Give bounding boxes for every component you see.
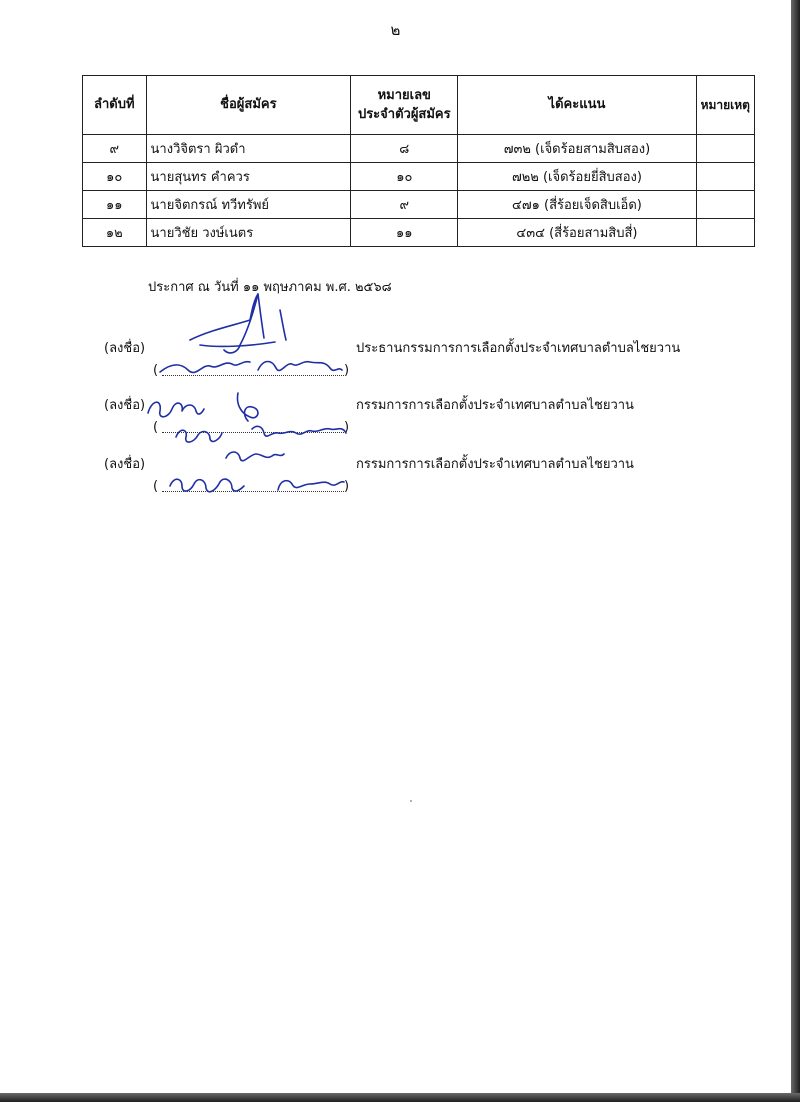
cell-score: ๔๗๑ (สี่ร้อยเจ็ดสิบเอ็ด) bbox=[458, 191, 696, 219]
signatory-title: กรรมการการเลือกตั้งประจำเทศบาลตำบลไชยวาน bbox=[356, 398, 634, 413]
name-paren-close: ) bbox=[344, 420, 350, 435]
name-paren-close: ) bbox=[344, 363, 350, 378]
cell-score: ๗๓๒ (เจ็ดร้อยสามสิบสอง) bbox=[458, 135, 696, 163]
signatory-title: ประธานกรรมการการเลือกตั้งประจำเทศบาลตำบลไชยวาน bbox=[356, 341, 681, 356]
header-remark: หมายเหตุ bbox=[696, 76, 754, 135]
header-number-line2: ประจำตัวผู้สมัคร bbox=[357, 107, 451, 122]
cell-name: นายจิตกรณ์ ทวีทรัพย์ bbox=[146, 191, 351, 219]
header-order: ลำดับที่ bbox=[83, 76, 147, 135]
cell-order: ๑๒ bbox=[83, 219, 147, 247]
cell-score: ๗๒๒ (เจ็ดร้อยยี่สิบสอง) bbox=[458, 163, 696, 191]
header-number-line1: หมายเลข bbox=[377, 87, 431, 103]
header-number bbox=[351, 76, 458, 135]
signatory-title: กรรมการการเลือกตั้งประจำเทศบาลตำบลไชยวาน bbox=[356, 457, 634, 472]
cell-remark bbox=[696, 163, 754, 191]
cell-order: ๑๐ bbox=[83, 163, 147, 191]
scan-edge-right bbox=[791, 0, 800, 1102]
cell-number: ๙ bbox=[351, 191, 458, 219]
cell-order: ๑๑ bbox=[83, 191, 147, 219]
cell-name: นายวิชัย วงษ์เนตร bbox=[146, 219, 351, 247]
table-row bbox=[83, 135, 755, 163]
cell-number: ๘ bbox=[351, 135, 458, 163]
sign-label: (ลงชื่อ) bbox=[104, 398, 146, 413]
table-header-row bbox=[83, 76, 755, 135]
signature-chairman-icon bbox=[180, 290, 360, 400]
cell-number: ๑๐ bbox=[351, 163, 458, 191]
table-row bbox=[83, 191, 755, 219]
name-paren-close: ) bbox=[344, 479, 350, 494]
cell-order: ๙ bbox=[83, 135, 147, 163]
table-row bbox=[83, 163, 755, 191]
table-row bbox=[83, 219, 755, 247]
paper-speck bbox=[410, 800, 412, 802]
header-name: ชื่อผู้สมัคร bbox=[146, 76, 351, 135]
cell-remark bbox=[696, 191, 754, 219]
cell-name: นายสุนทร คำควร bbox=[146, 163, 351, 191]
cell-name: นางวิจิตรา ผิวดำ bbox=[146, 135, 351, 163]
name-paren-open: ( bbox=[153, 479, 159, 494]
page-number: ๒ bbox=[390, 21, 401, 39]
header-score: ได้คะแนน bbox=[458, 76, 696, 135]
scan-edge-bottom bbox=[0, 1093, 800, 1102]
cell-score: ๔๓๔ (สี่ร้อยสามสิบสี่) bbox=[458, 219, 696, 247]
cell-remark bbox=[696, 135, 754, 163]
signature-member-2-icon bbox=[160, 440, 360, 510]
name-paren-open: ( bbox=[153, 420, 159, 435]
cell-number: ๑๑ bbox=[351, 219, 458, 247]
results-table bbox=[82, 75, 755, 247]
sign-label: (ลงชื่อ) bbox=[104, 457, 146, 472]
sign-label: (ลงชื่อ) bbox=[104, 341, 146, 356]
cell-remark bbox=[696, 219, 754, 247]
name-paren-open: ( bbox=[153, 363, 159, 378]
announcement-date: ประกาศ ณ วันที่ ๑๑ พฤษภาคม พ.ศ. ๒๕๖๘ bbox=[148, 280, 392, 295]
